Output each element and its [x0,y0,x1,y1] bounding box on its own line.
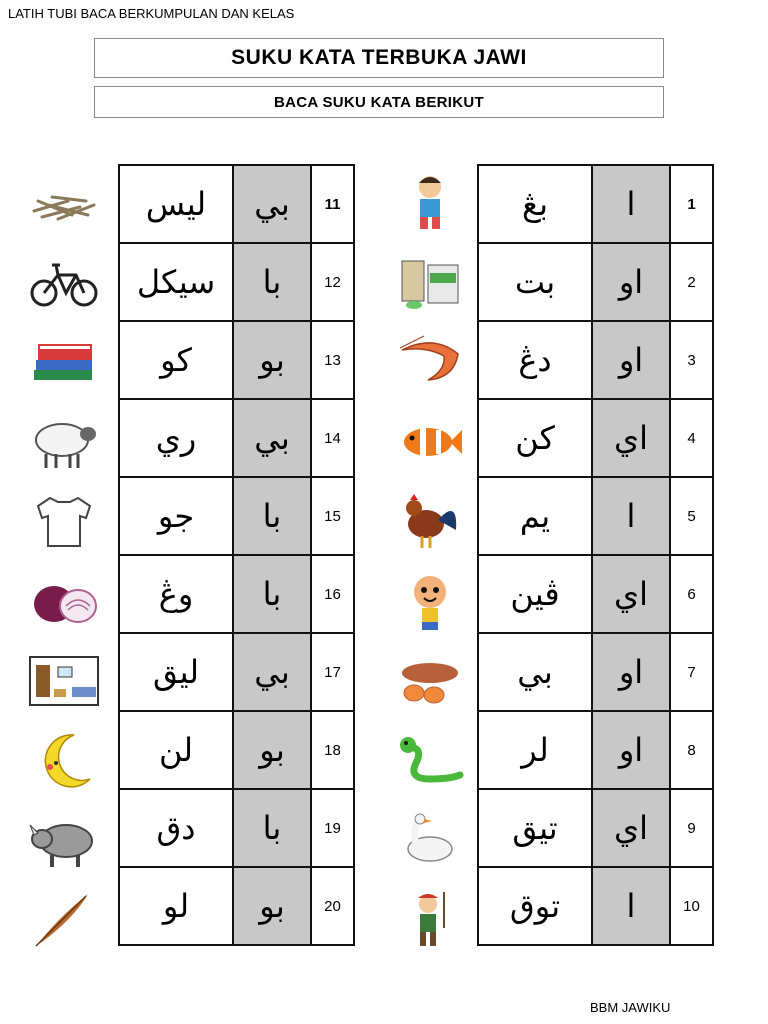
word-cell: لو [119,867,233,945]
table-row [119,633,354,711]
syllable-cell: او [592,633,670,711]
left-syllable-table [118,164,355,946]
books-icon [26,329,102,393]
word-cell: جو [119,477,233,555]
table-row [478,633,713,711]
syllable-cell: ا [592,477,670,555]
sheep-icon [26,409,102,473]
word-cell: لن [119,711,233,789]
word-cell: وڠ [119,555,233,633]
row-number: 7 [670,633,713,711]
table-row [478,477,713,555]
feather-icon [26,887,102,951]
syllable-cell: ا [592,165,670,243]
row-number: 10 [670,867,713,945]
table-row [478,789,713,867]
word-cell: ڤين [478,555,592,633]
row-number: 19 [311,789,354,867]
goose-icon [392,808,468,872]
footer-credit: BBM JAWIKU [590,1000,671,1015]
syllable-cell: بو [233,867,311,945]
table-row [478,555,713,633]
word-cell: بڠ [478,165,592,243]
syllable-cell: با [233,555,311,633]
row-number: 12 [311,243,354,321]
bicycle-icon [26,250,102,314]
old-man-icon [392,887,468,951]
prawn-icon [392,329,468,393]
fish-icon [392,409,468,473]
row-number: 17 [311,633,354,711]
rhino-icon [26,808,102,872]
medicine-icon [392,250,468,314]
syllable-cell: با [233,789,311,867]
syllable-cell: اي [592,555,670,633]
table-row [119,477,354,555]
upin-icon [392,569,468,633]
word-cell: توق [478,867,592,945]
syllable-cell: او [592,243,670,321]
row-number: 13 [311,321,354,399]
sweet-potato-icon [392,648,468,712]
boy-icon [392,170,468,234]
row-number: 9 [670,789,713,867]
syllable-cell: اي [592,399,670,477]
room-icon [26,648,102,712]
table-row [119,711,354,789]
row-number: 16 [311,555,354,633]
row-number: 6 [670,555,713,633]
table-row [119,165,354,243]
syllable-cell: با [233,477,311,555]
table-row [119,789,354,867]
row-number: 15 [311,477,354,555]
row-number: 3 [670,321,713,399]
syllable-cell: بو [233,321,311,399]
onion-icon [26,569,102,633]
worksheet-title: SUKU KATA TERBUKA JAWI [94,38,664,78]
row-number: 5 [670,477,713,555]
word-cell: دڠ [478,321,592,399]
snake-icon [392,728,468,792]
word-cell: يم [478,477,592,555]
word-cell: ليق [119,633,233,711]
syllable-cell: بي [233,399,311,477]
syllable-cell: با [233,243,311,321]
syllable-cell: اي [592,789,670,867]
row-number: 14 [311,399,354,477]
worksheet-top-label: LATIH TUBI BACA BERKUMPULAN DAN KELAS [8,6,295,21]
syllable-cell: ا [592,867,670,945]
word-cell: سيكل [119,243,233,321]
worksheet-subtitle: BACA SUKU KATA BERIKUT [94,86,664,118]
moon-icon [26,728,102,792]
syllable-cell: او [592,711,670,789]
syllable-cell: او [592,321,670,399]
row-number: 1 [670,165,713,243]
word-cell: لر [478,711,592,789]
syllable-cell: بي [233,165,311,243]
word-cell: بت [478,243,592,321]
row-number: 4 [670,399,713,477]
table-row [478,399,713,477]
word-cell: ليس [119,165,233,243]
table-row [119,867,354,945]
table-row [119,243,354,321]
word-cell: بي [478,633,592,711]
right-syllable-table [477,164,714,946]
table-row [478,165,713,243]
row-number: 8 [670,711,713,789]
table-row [119,399,354,477]
word-cell: دق [119,789,233,867]
shirt-icon [26,489,102,553]
row-number: 20 [311,867,354,945]
table-row [478,867,713,945]
syllable-cell: بو [233,711,311,789]
table-row [478,321,713,399]
table-row [119,321,354,399]
row-number: 2 [670,243,713,321]
table-row [478,711,713,789]
row-number: 11 [311,165,354,243]
anchovies-icon [26,170,102,234]
word-cell: كو [119,321,233,399]
word-cell: ري [119,399,233,477]
syllable-cell: بي [233,633,311,711]
word-cell: تيق [478,789,592,867]
row-number: 18 [311,711,354,789]
rooster-icon [392,489,468,553]
table-row [119,555,354,633]
table-row [478,243,713,321]
word-cell: كن [478,399,592,477]
